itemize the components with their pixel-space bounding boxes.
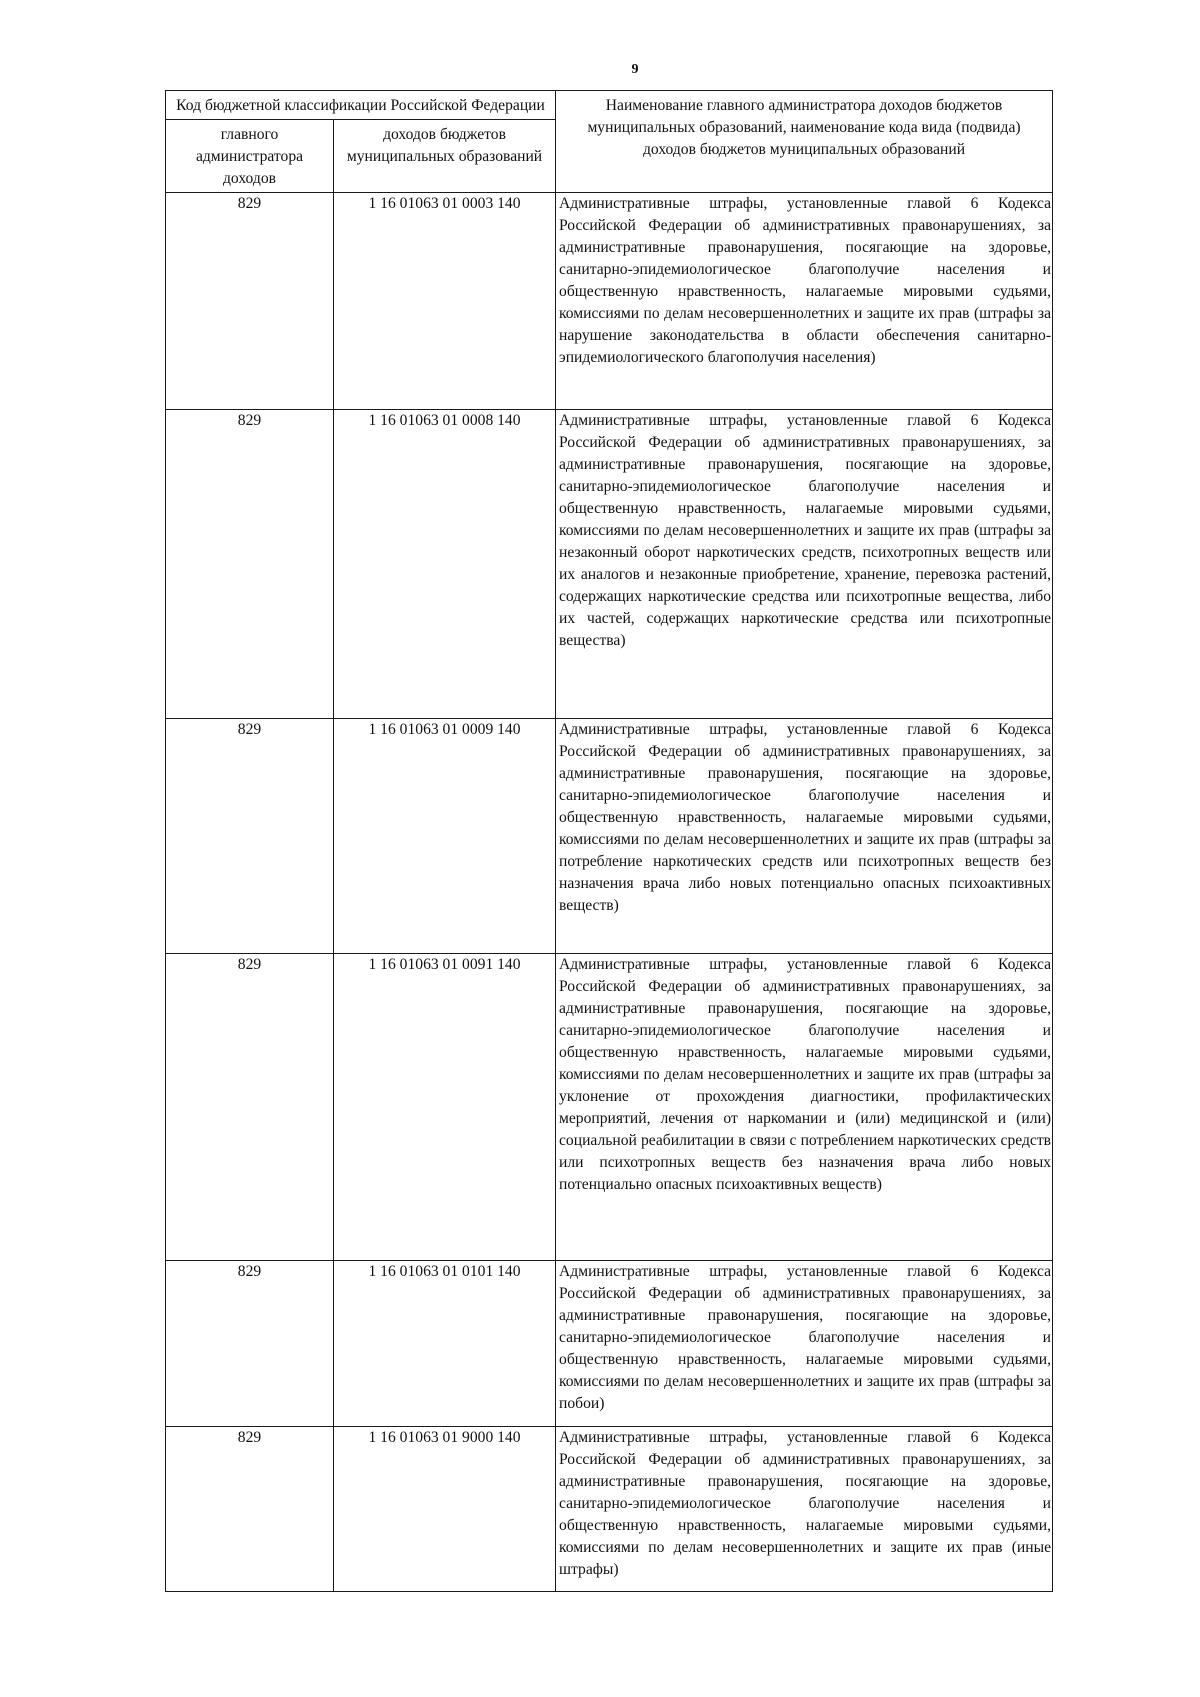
code-column-header: доходов бюджетов муниципальных образований xyxy=(334,120,556,193)
description-cell: Административные штрафы, установленные главой 6 Кодекса Российской Федерации об административных правонарушениях, за административные правонарушения, посягающие на здоровье, санитарно-эпидемиологическое благополучие населения и общественную нравственность, налагаемые мировыми судьями, комиссиями по делам несовершеннолетних и защите их прав (штрафы за незаконный оборот наркотических средств, психотропных веществ или их аналогов и незаконные приобретение, хранение, перевозка растений, содержащих наркотические средства или психотропные вещества, либо их частей, содержащих наркотические средства или психотропные вещества) xyxy=(556,410,1053,719)
income-code-cell: 1 16 01063 01 9000 140 xyxy=(334,1427,556,1592)
admin-code-cell: 829 xyxy=(166,410,334,719)
table-row xyxy=(166,954,1053,1261)
description-cell: Административные штрафы, установленные главой 6 Кодекса Российской Федерации об административных правонарушениях, за административные правонарушения, посягающие на здоровье, санитарно-эпидемиологическое благополучие населения и общественную нравственность, налагаемые мировыми судьями, комиссиями по делам несовершеннолетних и защите их прав (штрафы за побои) xyxy=(556,1261,1053,1427)
table-header xyxy=(166,91,1053,193)
page-number: 9 xyxy=(631,62,639,77)
income-code-cell: 1 16 01063 01 0009 140 xyxy=(334,719,556,954)
table-row xyxy=(166,410,1053,719)
budget-code-group-header: Код бюджетной классификации Российской Федерации xyxy=(166,91,556,120)
description-cell: Административные штрафы, установленные главой 6 Кодекса Российской Федерации об административных правонарушениях, за административные правонарушения, посягающие на здоровье, санитарно-эпидемиологическое благополучие населения и общественную нравственность, налагаемые мировыми судьями, комиссиями по делам несовершеннолетних и защите их прав (штрафы за нарушение законодательства в области обеспечения санитарно-эпидемиологического благополучия населения) xyxy=(556,193,1053,410)
admin-code-cell: 829 xyxy=(166,719,334,954)
table-row xyxy=(166,193,1053,410)
description-cell: Административные штрафы, установленные главой 6 Кодекса Российской Федерации об административных правонарушениях, за административные правонарушения, посягающие на здоровье, санитарно-эпидемиологическое благополучие населения и общественную нравственность, налагаемые мировыми судьями, комиссиями по делам несовершеннолетних и защите их прав (штрафы за потребление наркотических средств или психотропных веществ без назначения врача либо новых потенциально опасных психоактивных веществ) xyxy=(556,719,1053,954)
admin-code-cell: 829 xyxy=(166,1261,334,1427)
income-code-cell: 1 16 01063 01 0003 140 xyxy=(334,193,556,410)
income-code-cell: 1 16 01063 01 0101 140 xyxy=(334,1261,556,1427)
admin-code-cell: 829 xyxy=(166,1427,334,1592)
admin-code-cell: 829 xyxy=(166,193,334,410)
income-code-cell: 1 16 01063 01 0091 140 xyxy=(334,954,556,1261)
income-code-cell: 1 16 01063 01 0008 140 xyxy=(334,410,556,719)
admin-column-header: главного администратора доходов xyxy=(166,120,334,193)
table-row xyxy=(166,1261,1053,1427)
admin-code-cell: 829 xyxy=(166,954,334,1261)
table-row xyxy=(166,719,1053,954)
table-body xyxy=(166,193,1053,1592)
table-row xyxy=(166,1427,1053,1592)
description-cell: Административные штрафы, установленные главой 6 Кодекса Российской Федерации об административных правонарушениях, за административные правонарушения, посягающие на здоровье, санитарно-эпидемиологическое благополучие населения и общественную нравственность, налагаемые мировыми судьями, комиссиями по делам несовершеннолетних и защите их прав (штрафы за уклонение от прохождения диагностики, профилактических мероприятий, лечения от наркомании и (или) медицинской и (или) социальной реабилитации в связи с потреблением наркотических средств или психотропных веществ без назначения врача либо новых потенциально опасных психоактивных веществ) xyxy=(556,954,1053,1261)
budget-classification-table xyxy=(165,90,1053,1592)
name-column-header: Наименование главного администратора доходов бюджетов муниципальных образований, наименование кода вида (подвида) доходов бюджетов муниципальных образований xyxy=(556,91,1053,193)
header-row-top xyxy=(166,91,1053,120)
description-cell: Административные штрафы, установленные главой 6 Кодекса Российской Федерации об административных правонарушениях, за административные правонарушения, посягающие на здоровье, санитарно-эпидемиологическое благополучие населения и общественную нравственность, налагаемые мировыми судьями, комиссиями по делам несовершеннолетних и защите их прав (иные штрафы) xyxy=(556,1427,1053,1592)
